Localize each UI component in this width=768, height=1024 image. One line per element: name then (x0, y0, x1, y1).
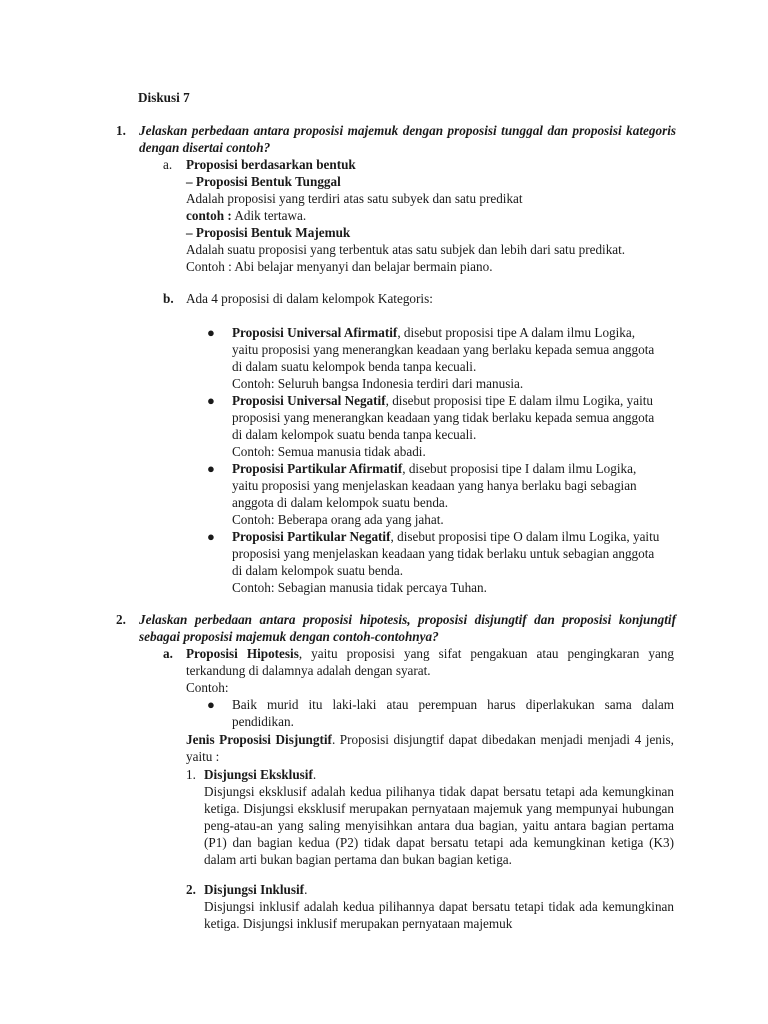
section-heading: Proposisi berdasarkan bentuk (186, 157, 356, 172)
proposition-name: Proposisi Universal Afirmatif (232, 325, 398, 340)
punctuation: . (304, 882, 308, 897)
disjungsi-name: Disjungsi Inklusif (204, 882, 305, 897)
question-text: Jelaskan perbedaan antara proposisi majemuk dengan proposisi tunggal dan proposisi kategoris dengan disertai contoh? (139, 123, 676, 155)
example-majemuk: Contoh : Abi belajar menyanyi dan belajar bermain piano. (186, 259, 493, 274)
jenis-desc: . Proposisi disjungtif dapat dibedakan menjadi menjadi 4 jenis, yaitu : (186, 732, 674, 764)
proposition-example: Contoh: Seluruh bangsa Indonesia terdiri dari manusia. (232, 376, 524, 391)
list-item (232, 460, 664, 528)
proposition-name: Proposisi Partikular Negatif (232, 529, 391, 544)
proposition-desc: , yaitu proposisi yang sifat pengakuan atau pengingkaran yang terkandung di dalamnya adalah dengan syarat. (186, 646, 674, 678)
proposition-example: Contoh: Sebagian manusia tidak percaya Tuhan. (232, 580, 487, 595)
subheading-tunggal: – Proposisi Bentuk Tunggal (186, 174, 341, 189)
subheading-majemuk: – Proposisi Bentuk Majemuk (186, 225, 351, 240)
question-text: Jelaskan perbedaan antara proposisi hipotesis, proposisi disjungtif dan proposisi konjungtif sebagai proposisi majemuk dengan contoh-contohnya? (139, 612, 676, 644)
list-item (232, 324, 664, 392)
example-label: contoh : (186, 208, 232, 223)
bullet-icon: ● (207, 529, 215, 544)
proposition-example: Contoh: Beberapa orang ada yang jahat. (232, 512, 444, 527)
numbered-item (204, 881, 674, 932)
jenis-name: Jenis Proposisi Disjungtif (186, 732, 332, 747)
question-number: 2. (116, 612, 126, 627)
answer-1a (186, 156, 656, 275)
proposition-desc: , disebut proposisi tipe O dalam ilmu Logika, yaitu proposisi yang menjelaskan keadaan yang tidak berlaku untuk sebagian anggota di dalam kelompok suatu benda. (232, 529, 660, 578)
question-1 (116, 122, 676, 156)
list-number: 2. (186, 882, 196, 897)
question-number: 1. (116, 123, 126, 138)
bullet-icon: ● (207, 697, 215, 712)
list-item (232, 528, 664, 596)
proposition-name: Proposisi Hipotesis (186, 646, 299, 661)
disjungsi-desc: Disjungsi inklusif adalah kedua pilihannya dapat bersatu tetapi tidak ada kemungkinan ketiga. Disjungsi inklusif merupakan pernyataan majemuk (204, 899, 674, 931)
example-text: Adik tertawa. (231, 208, 307, 223)
proposition-name: Proposisi Universal Negatif (232, 393, 386, 408)
answer-2a (186, 645, 674, 696)
example-bullet: Baik murid itu laki-laki atau perempuan harus diperlakukan sama dalam pendidikan. (232, 697, 674, 729)
proposition-desc: , disebut proposisi tipe I dalam ilmu Logika, yaitu proposisi yang menjelaskan keadaan yang hanya berlaku bagi sebagian anggota di dalam kelompok suatu benda. (232, 461, 637, 510)
punctuation: . (312, 767, 317, 782)
example-label: Contoh: (186, 680, 229, 695)
definition-tunggal: Adalah proposisi yang terdiri atas satu subyek dan satu predikat (186, 191, 523, 206)
disjungsi-name: Disjungsi Eksklusif (204, 767, 313, 782)
answer-1b-intro: Ada 4 proposisi di dalam kelompok Kategoris: (186, 291, 433, 306)
definition-majemuk: Adalah suatu proposisi yang terbentuk atas satu subjek dan lebih dari satu predikat. (186, 242, 626, 257)
item-marker: b. (163, 291, 174, 306)
page-title: Diskusi 7 (138, 90, 190, 105)
bullet-icon: ● (207, 461, 215, 476)
proposition-desc: , disebut proposisi tipe E dalam ilmu Logika, yaitu proposisi yang menerangkan keadaan yang tidak berlaku kepada semua anggota di dalam kelompok suatu benda tanpa kecuali. (232, 393, 655, 442)
proposition-name: Proposisi Partikular Afirmatif (232, 461, 403, 476)
item-marker: a. (163, 157, 173, 172)
question-2 (116, 611, 676, 645)
proposition-desc: , disebut proposisi tipe A dalam ilmu Logika, yaitu proposisi yang menerangkan keadaan yang berlaku kepada semua anggota di dalam suatu kelompok benda tanpa kecuali. (232, 325, 655, 374)
jenis-paragraph (186, 731, 674, 765)
item-marker: a. (163, 646, 173, 661)
proposition-example: Contoh: Semua manusia tidak abadi. (232, 444, 426, 459)
list-item (232, 392, 664, 460)
example-tunggal (186, 207, 656, 224)
numbered-item (204, 766, 674, 868)
list-number: 1. (186, 767, 196, 782)
bullet-icon: ● (207, 393, 215, 408)
bullet-icon: ● (207, 325, 215, 340)
disjungsi-desc: Disjungsi eksklusif adalah kedua pilihanya tidak dapat bersatu tetapi ada kemungkinan ketiga. Disjungsi eksklusif merupakan pernyataan majemuk yang mempunyai hubungan peng-atau-an yang saling menyisihkan antara dua bagian, yaitu antara bagian pertama (P1) dan bagian kedua (P2) tidak dapat bersatu tetapi ada kemungkinan ketiga (K3) dalam arti bukan bagian pertama dan bukan bagian ketiga. (204, 784, 674, 867)
